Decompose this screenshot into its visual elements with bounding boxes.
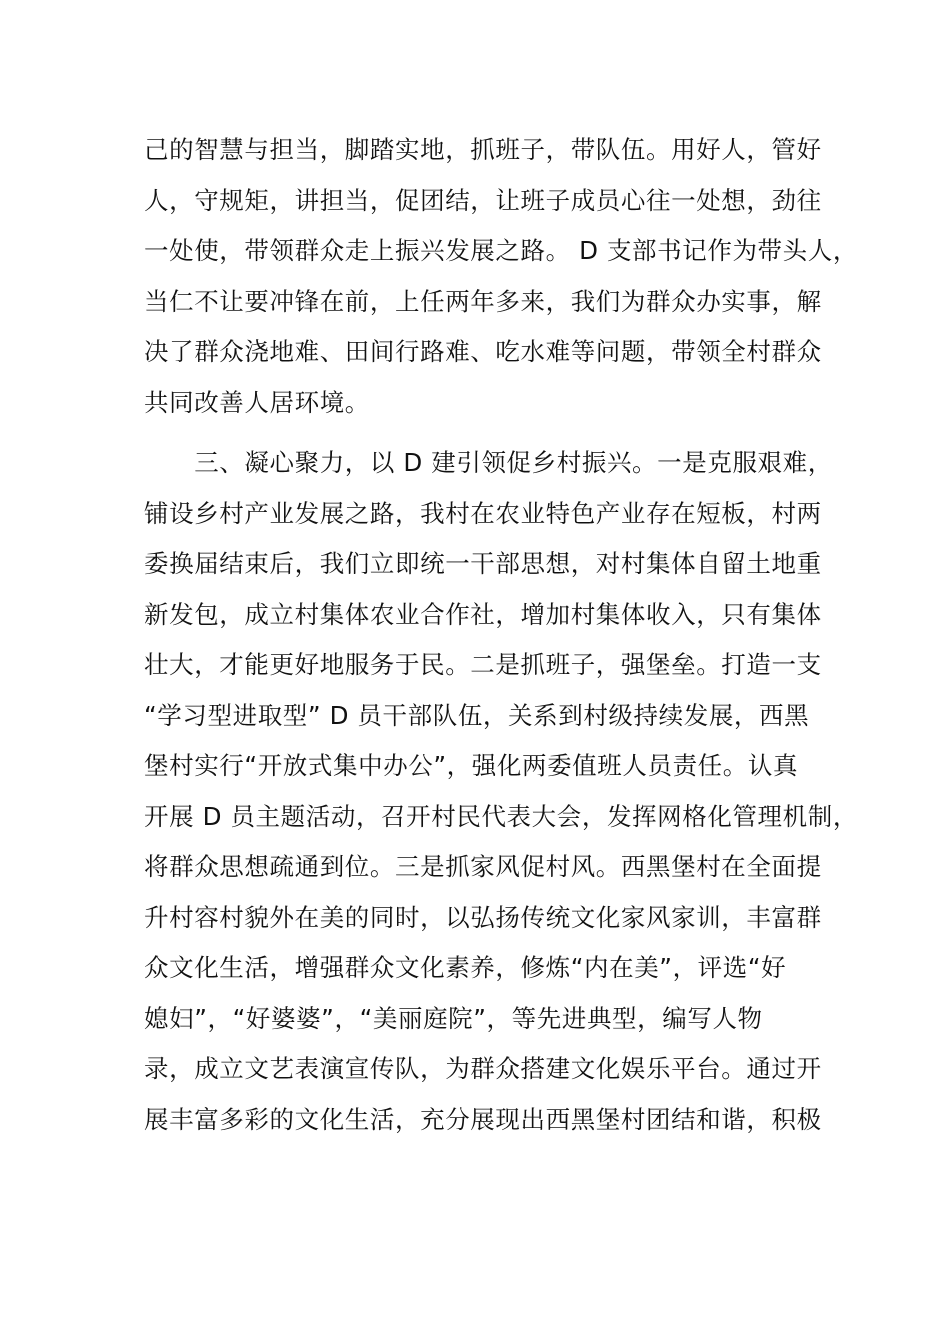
text-line: 人，守规矩，讲担当，促团结，让班子成员心往一处想，劲往 bbox=[144, 185, 822, 215]
text-line: 共同改善人居环境。 bbox=[144, 387, 370, 417]
text-line: 众文化生活，增强群众文化素养，修炼“内在美”，评选“好 bbox=[144, 953, 787, 982]
text-line: 开展 D 员主题活动，召开村民代表大会，发挥网格化管理机制， bbox=[144, 801, 858, 831]
text-line: 新发包，成立村集体农业合作社，增加村集体收入，只有集体 bbox=[144, 599, 822, 629]
text-line: 三、凝心聚力，以 D 建引领促乡村振兴。一是克服艰难， bbox=[144, 448, 833, 477]
text-line: 委换届结束后，我们立即统一干部思想，对村集体自留土地重 bbox=[144, 549, 822, 578]
text-line: 决了群众浇地难、田间行路难、吃水难等问题，带领全村群众 bbox=[144, 337, 822, 366]
text-line: 堡村实行“开放式集中办公”，强化两委值班人员责任。认真 bbox=[144, 751, 799, 780]
text-line: 己的智慧与担当，脚踏实地，抓班子，带队伍。用好人，管好 bbox=[144, 135, 822, 164]
text-line: 录，成立文艺表演宣传队，为群众搭建文化娱乐平台。通过开 bbox=[144, 1054, 822, 1083]
text-line: 当仁不让要冲锋在前，上任两年多来，我们为群众办实事，解 bbox=[144, 286, 822, 316]
text-line: 铺设乡村产业发展之路，我村在农业特色产业存在短板，村两 bbox=[144, 498, 822, 528]
text-line: 展丰富多彩的文化生活，充分展现出西黑堡村团结和谐，积极 bbox=[144, 1104, 822, 1134]
text-line: 升村容村貌外在美的同时，以弘扬传统文化家风家训，丰富群 bbox=[144, 902, 822, 932]
text-line: 将群众思想疏通到位。三是抓家风促村风。西黑堡村在全面提 bbox=[144, 852, 822, 881]
text-line: 壮大，才能更好地服务于民。二是抓班子，强堡垒。打造一支 bbox=[144, 650, 822, 679]
text-line: 一处使，带领群众走上振兴发展之路。 D 支部书记作为带头人， bbox=[144, 236, 858, 265]
paragraph-2 bbox=[144, 438, 858, 1145]
text-line: “学习型进取型” D 员干部队伍，关系到村级持续发展，西黑 bbox=[144, 700, 810, 730]
text-line: 媳妇”，“好婆婆”，“美丽庭院”，等先进典型，编写人物 bbox=[144, 1003, 763, 1033]
paragraph-1 bbox=[144, 125, 858, 428]
